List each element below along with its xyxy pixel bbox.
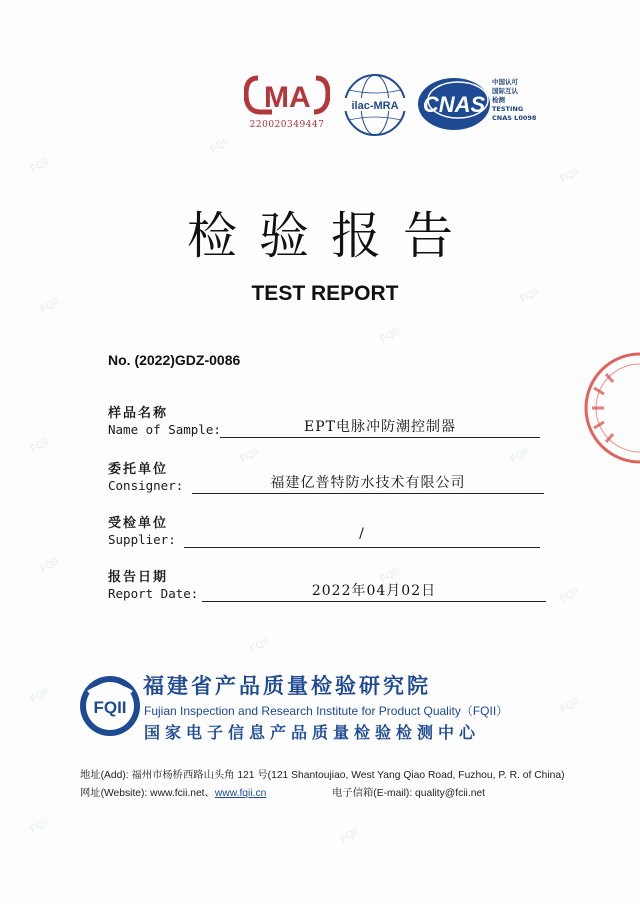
cnas-caption-cn: 国际互认 [492,87,518,95]
field-label-cn: 受检单位 [108,516,169,531]
watermark: FQII [238,445,261,466]
cnas-mark-text: CNAS [422,92,486,117]
cnas-caption-cn: 检测 [492,96,505,104]
footer-email: 电子信箱(E-mail): quality@fcii.net [332,788,486,799]
watermark: FQII [28,815,51,836]
cnas-mark-icon [416,76,492,132]
watermark: FQII [558,695,581,716]
field-underline [220,437,540,438]
field-underline [202,601,546,602]
watermark: FQII [558,165,581,186]
field-label-cn: 委托单位 [108,462,169,477]
watermark: FQII [558,585,581,606]
watermark: FQII [248,635,271,656]
field-label-cn: 样品名称 [108,406,169,421]
field-label-en: Name of Sample: [108,422,221,437]
fqii-logo-text: FQII [93,698,127,717]
ilac-text: ilac-MRA [351,100,399,112]
ilac-globe-icon [340,70,410,140]
field-underline [184,547,540,548]
footer-website-link[interactable]: www.fqii.cn [214,788,267,799]
field-label-en: Supplier: [108,532,176,547]
field-report-date [108,566,548,612]
watermark: FQII [38,555,61,576]
field-label-cn: 报告日期 [108,570,169,585]
supplier-value: / [359,526,365,542]
field-sample-name [108,402,548,448]
cma-mark-icon [244,74,330,118]
report-number: No. (2022)GDZ-0086 [108,352,241,368]
ilac-mra-logo [340,70,410,140]
sample-name-value: EPT电脉冲防潮控制器 [304,419,456,435]
cnas-caption-code: CNAS L0098 [492,114,537,122]
watermark: FQII [28,435,51,456]
fqii-logo-icon [78,674,142,738]
footer-address: 地址(Add): 福州市杨桥西路山头角 121 号(121 Shantoujiao, West Yang Qiao Road, Fuzhou, P. R. of China) [80,770,565,781]
field-underline [192,493,544,494]
watermark: FQII [378,565,401,586]
report-date-value: 2022年04月02日 [311,583,437,599]
footer-website-label: 网址(Website): www.fcii.net、 [80,788,215,799]
official-seal-stamp [580,348,640,468]
report-title-cn: 检验报告 [187,207,475,265]
field-supplier [108,512,548,558]
watermark: FQII [28,155,51,176]
report-title-en: TEST REPORT [251,282,399,305]
cnas-logo [416,76,546,132]
watermark: FQII [508,445,531,466]
field-label-en: Report Date: [108,586,199,601]
cnas-caption-testing: TESTING [492,105,524,113]
watermark: FQII [28,685,51,706]
institute-name-cn: 福建省产品质量检验研究院 [143,674,431,698]
watermark: FQII [38,295,61,316]
field-label-en: Consigner: [108,478,184,493]
watermark: FQII [338,825,361,846]
field-consigner [108,458,548,504]
watermark: FQII [378,325,401,346]
cnas-caption [492,78,536,123]
institute-name-en: Fujian Inspection and Research Institute for Product Quality（FQII） [144,704,509,718]
cnas-caption-cn: 中国认可 [492,78,518,86]
cma-logo [244,74,330,138]
consigner-value: 福建亿普特防水技术有限公司 [270,475,466,491]
watermark: FQII [208,135,231,156]
institute-center-cn: 国家电子信息产品质量检验检测中心 [144,723,481,742]
footer-contact [80,784,485,799]
watermark: FQII [518,285,541,306]
cma-number: 220020349447 [249,120,325,130]
cma-mark-text: MA [264,81,311,114]
